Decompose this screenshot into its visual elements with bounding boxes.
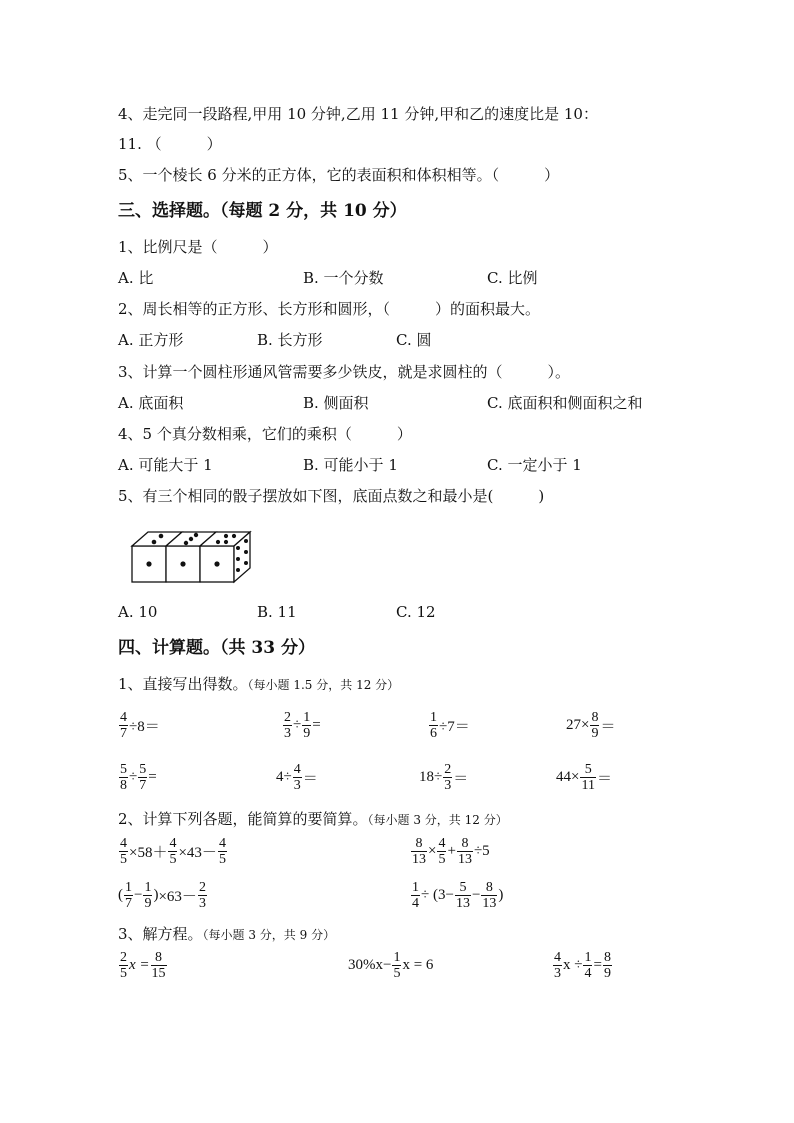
expr-1-2: $\frac{2}{3}$ ÷ $\frac{1}{9}$ = <box>284 710 321 741</box>
choice-q4-option-c: C. 一定小于 1 <box>487 456 582 474</box>
fraction: $\frac{1}{4}$ <box>584 950 592 981</box>
die-2-top-pip <box>184 541 188 545</box>
choice-heading: 三、选择题。（每题 2 分，共 10 分） <box>118 201 407 221</box>
choice-q3-stem: 3、计算一个圆柱形通风管需要多少铁皮，就是求圆柱的（ ）。 <box>118 363 571 381</box>
fraction: $\frac{8}{13}$ <box>412 836 426 867</box>
dice-figure <box>130 528 256 588</box>
choice-q5-option-b: B. 11 <box>257 603 297 621</box>
fraction: 2 3 <box>198 880 206 911</box>
fraction: $\frac{1}{6}$ <box>430 710 437 741</box>
equation-3: 4 3 x ÷ $\frac{1}{4}$ = $\frac{8}{9}$ <box>554 950 611 981</box>
fraction: $\frac{1}{9}$ <box>303 710 311 741</box>
fraction: $\frac{5}{8}$ <box>120 762 127 793</box>
fraction: $\frac{4}{3}$ <box>293 762 301 793</box>
calc-part2-note: （每小题 3 分，共 12 分） <box>367 813 508 827</box>
expr-1-4: 27× $\frac{8}{9}$ ＝ <box>566 710 616 741</box>
fraction: $\frac{8}{13}$ <box>457 836 472 867</box>
calc-part2-label: 2、计算下列各题，能简算的要简算。 <box>118 810 368 828</box>
die-2-front-pip <box>180 561 185 566</box>
fraction: $\frac{4}{5}$ <box>169 836 177 867</box>
choice-q3-option-a: A. 底面积 <box>118 394 184 412</box>
fraction: $\frac{4}{5}$ <box>120 836 127 867</box>
die-3-side-pip <box>236 557 240 561</box>
die-1-top-pip <box>152 540 157 545</box>
fraction: $\frac{4}{5}$ <box>438 836 446 867</box>
die-3-top-pip <box>232 534 236 538</box>
expr-1-6: 4÷ $\frac{4}{3}$ ＝ <box>276 762 318 793</box>
die-3-front-pip <box>214 561 219 566</box>
fraction: 4 3 <box>554 950 561 981</box>
choice-q3-option-c: C. 底面积和侧面积之和 <box>487 394 643 412</box>
choice-q4-stem: 4、5 个真分数相乘，它们的乘积（ ） <box>118 425 412 443</box>
judge-q4-line1: 4、走完同一段路程,甲用 10 分钟,乙用 11 分钟,甲和乙的速度比是 10： <box>118 105 598 123</box>
choice-q1-option-c: C. 比例 <box>487 269 538 287</box>
fraction: $\frac{5}{11}$ <box>581 762 595 793</box>
fraction: 2 5 <box>120 950 127 981</box>
expr-1-3: $\frac{1}{6}$ ÷7＝ <box>430 710 470 741</box>
choice-q3-option-b: B. 侧面积 <box>303 394 369 412</box>
die-3-side-pip <box>244 561 248 565</box>
die-2-top-pip <box>189 537 193 541</box>
die-3-side-pip <box>244 550 248 554</box>
choice-q1-option-a: A. 比 <box>118 269 154 287</box>
calc-part1-note: （每小题 1.5 分，共 12 分） <box>247 678 400 692</box>
die-1-top-pip <box>159 534 164 539</box>
fraction: $\frac{5}{7}$ <box>139 762 147 793</box>
choice-q4-option-b: B. 可能小于 1 <box>303 456 398 474</box>
calc-part3-note: （每小题 3 分，共 9 分） <box>202 928 336 942</box>
expr-2-3: ( 1 7 − $\frac{1}{9}$ ) ×63－ 2 3 <box>118 880 206 911</box>
judge-q4-line2: 11. （ ） <box>118 135 222 153</box>
judge-q5: 5、一个棱长 6 分米的正方体，它的表面积和体积相等。（ ） <box>118 166 560 184</box>
die-3-top-pip <box>224 540 228 544</box>
equation-1: 2 5 x = $\frac{8}{15}$ <box>120 950 166 981</box>
choice-q5-option-a: A. 10 <box>118 603 158 621</box>
fraction: $\frac{8}{9}$ <box>603 950 611 981</box>
die-3-side-pip <box>236 568 240 572</box>
choice-q2-option-c: C. 圆 <box>396 331 432 349</box>
choice-q4-option-a: A. 可能大于 1 <box>118 456 213 474</box>
expr-2-2: $\frac{8}{13}$ × $\frac{4}{5}$ + $\frac{8}{13}$ ÷5 <box>412 836 490 867</box>
choice-q1-stem: 1、比例尺是（ ） <box>118 238 278 256</box>
die-2-top-pip <box>194 533 198 537</box>
calc-part3-label: 3、解方程。 <box>118 925 203 943</box>
die-3-top-pip <box>216 540 220 544</box>
choice-q5-option-c: C. 12 <box>396 603 436 621</box>
die-1-front-pip <box>146 561 151 566</box>
fraction: 4 5 <box>218 836 226 867</box>
equation-2: 30%x− $\frac{1}{5}$ x = 6 <box>348 950 434 981</box>
fraction: $\frac{2}{3}$ <box>444 762 452 793</box>
fraction: $\frac{2}{3}$ <box>284 710 291 741</box>
fraction: $\frac{8}{15}$ <box>151 950 166 981</box>
fraction: 1 7 <box>125 880 132 911</box>
calc-heading: 四、计算题。（共 33 分） <box>118 638 315 658</box>
die-3-side-pip <box>244 539 248 543</box>
fraction: $\frac{4}{7}$ <box>120 710 127 741</box>
choice-q2-option-a: A. 正方形 <box>118 331 184 349</box>
choice-q2-option-b: B. 长方形 <box>257 331 323 349</box>
choice-q1-option-b: B. 一个分数 <box>303 269 384 287</box>
expr-1-7: 18÷ $\frac{2}{3}$ ＝ <box>419 762 469 793</box>
expr-2-4: $\frac{1}{4}$ ÷ (3− $\frac{5}{13}$ − $\frac{8}{13}$ ) <box>412 880 504 911</box>
die-3-side-pip <box>236 546 240 550</box>
fraction: $\frac{8}{9}$ <box>591 710 599 741</box>
calc-part3-title <box>118 924 335 945</box>
choice-q5-stem: 5、有三个相同的骰子摆放如下图，底面点数之和最小是( ) <box>118 487 545 505</box>
expr-1-8: 44× $\frac{5}{11}$ ＝ <box>556 762 612 793</box>
expr-1-5: $\frac{5}{8}$ ÷ $\frac{5}{7}$ = <box>120 762 157 793</box>
choice-q2-stem: 2、周长相等的正方形、长方形和圆形，（ ）的面积最大。 <box>118 300 541 318</box>
expr-2-1: $\frac{4}{5}$ ×58＋ $\frac{4}{5}$ ×43－ 4 5 <box>120 836 226 867</box>
fraction: $\frac{1}{9}$ <box>144 880 152 911</box>
fraction: $\frac{5}{13}$ <box>455 880 470 911</box>
calc-part2-title <box>118 809 508 830</box>
fraction: $\frac{1}{4}$ <box>412 880 419 911</box>
calc-part1-title <box>118 674 399 695</box>
die-3-top-pip <box>224 534 228 538</box>
fraction: $\frac{8}{13}$ <box>482 880 497 911</box>
calc-part1-label: 1、直接写出得数。 <box>118 675 248 693</box>
fraction: $\frac{1}{5}$ <box>393 950 401 981</box>
expr-1-1: $\frac{4}{7}$ ÷8＝ <box>120 710 160 741</box>
